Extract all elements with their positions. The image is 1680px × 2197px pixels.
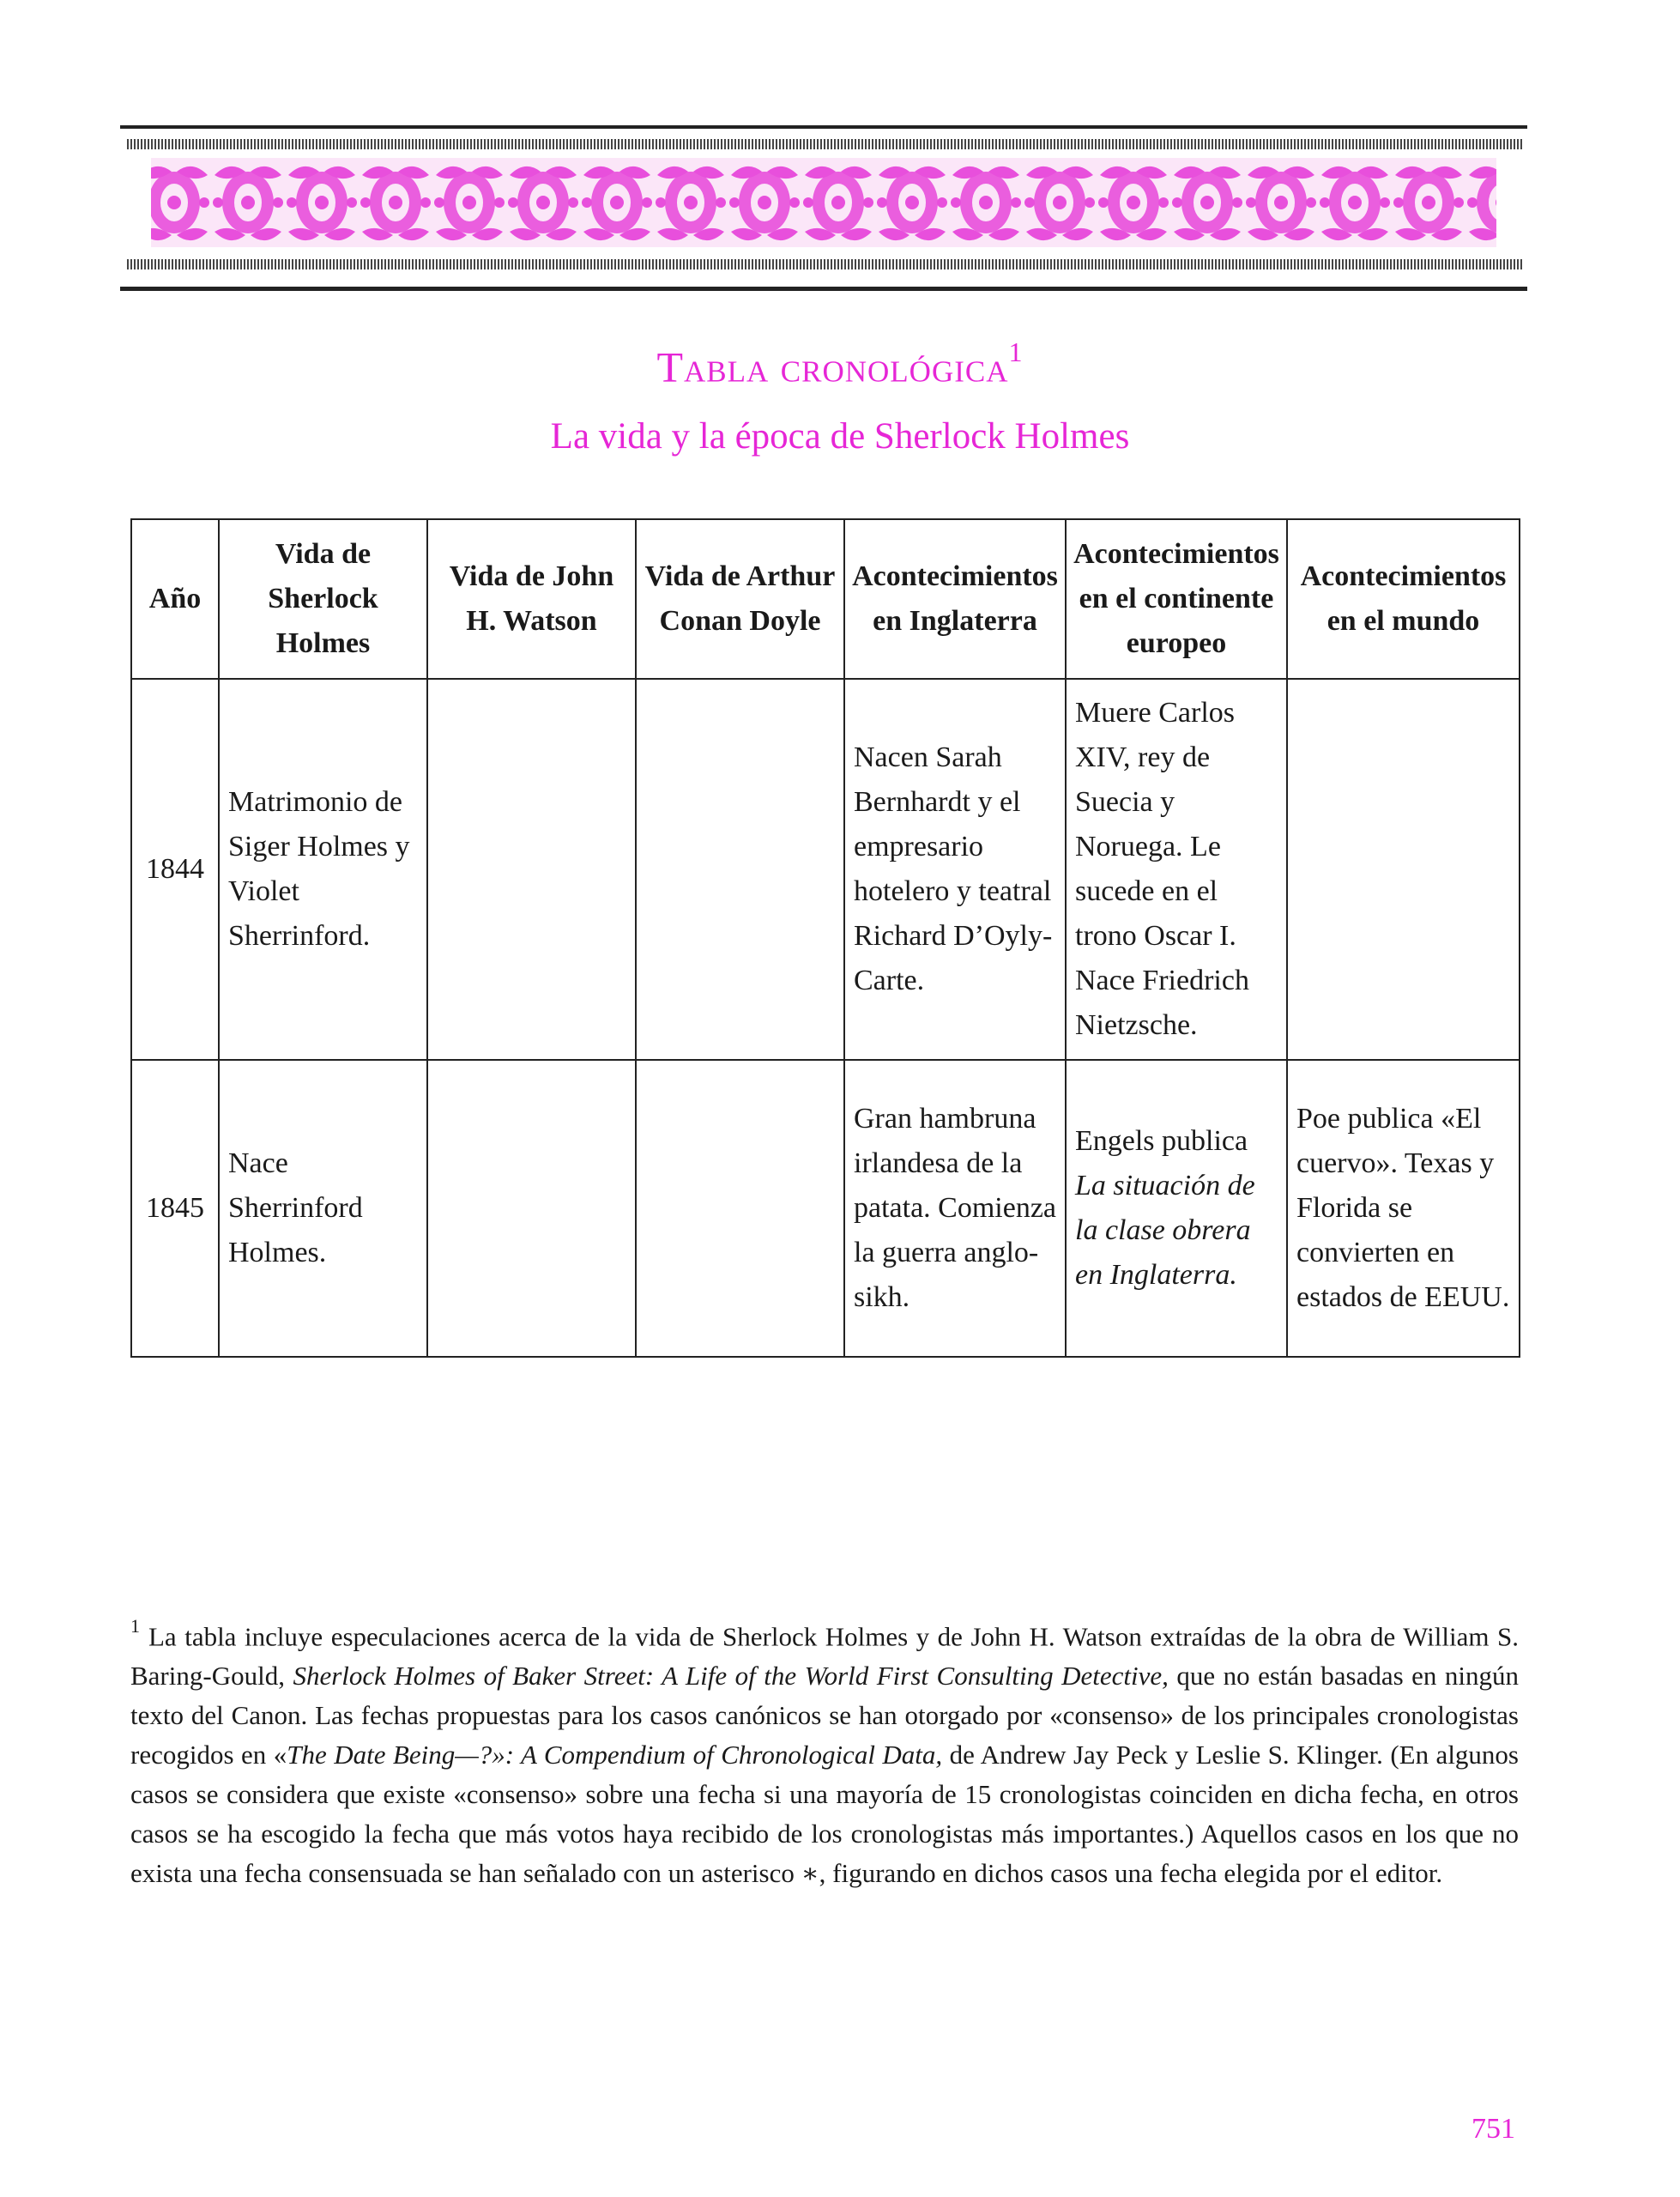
- cell-world: [1287, 679, 1520, 1060]
- column-header-year: Año: [131, 519, 219, 679]
- column-header-holmes: Vida de Sherlock Holmes: [219, 519, 427, 679]
- footnote-work-title: Sherlock Holmes of Baker Street: A Life of the World First Consulting Detective,: [293, 1661, 1169, 1692]
- cell-england: Nacen Sarah Bernhardt y el empresario hotelero y teatral Richard D’Oyly-Carte.: [844, 679, 1066, 1060]
- table-header-row: [131, 519, 1520, 679]
- footnote-text: que no están basadas en ningún texto del Canon. Las fechas propuestas para los casos canónicos se han otorgado por «consenso» de los principales cronologistas recogidos en «: [130, 1661, 1519, 1770]
- column-header-europe: Acontecimientos en el continente europeo: [1066, 519, 1287, 679]
- europe-work-title: La situación de la clase obrera en Inglaterra.: [1075, 1170, 1255, 1291]
- footnote-text: de Andrew Jay Peck y Leslie S. Klinger. (En algunos casos se considera que existe «consenso» sobre una fecha si una mayoría de 15 cronologistas coinciden en dicha fecha, en otros casos se ha escogido la fecha que más votos haya recibido de los cronologistas más importantes.) Aquellos casos en los que no exista una fecha consensuada se han señalado con un asterisco ∗, figurando en dichos casos una fecha elegida por el editor.: [130, 1740, 1519, 1889]
- cell-world: Poe publica «El cuervo». Texas y Florida se convierten en estados de EEUU.: [1287, 1060, 1520, 1357]
- cell-europe: [1066, 1060, 1287, 1357]
- table-row: [131, 1060, 1520, 1357]
- footnote-work-title: The Date Being—?»: A Compendium of Chronological Data,: [287, 1740, 943, 1770]
- table-row: [131, 679, 1520, 1060]
- decorative-floral-border-icon: [120, 124, 1527, 295]
- europe-text: Engels publica: [1075, 1125, 1248, 1157]
- footnote-text: La tabla incluye especulaciones acerca de la vida de Sherlock Holmes y de John H. Watson extraídas de la obra de William S. Baring-Gould,: [130, 1621, 1519, 1692]
- column-header-england: Acontecimientos en Inglaterra: [844, 519, 1066, 679]
- cell-europe: Muere Carlos XIV, rey de Suecia y Noruega. Le sucede en el trono Oscar I. Nace Friedrich Nietzsche.: [1066, 679, 1287, 1060]
- cell-watson: [427, 679, 636, 1060]
- cell-year: 1844: [131, 679, 219, 1060]
- page-title: [0, 336, 1680, 392]
- column-header-watson: Vida de John H. Watson: [427, 519, 636, 679]
- page-title-text: Tabla cronológica: [656, 342, 1009, 391]
- chronology-table: [130, 518, 1520, 1358]
- cell-holmes: Nace Sherrinford Holmes.: [219, 1060, 427, 1357]
- footnote: [130, 1610, 1519, 1893]
- cell-doyle: [636, 1060, 844, 1357]
- cell-doyle: [636, 679, 844, 1060]
- page-number: 751: [1472, 2113, 1515, 2145]
- cell-holmes: Matrimonio de Siger Holmes y Violet Sherrinford.: [219, 679, 427, 1060]
- cell-england: Gran hambruna irlandesa de la patata. Comienza la guerra anglo-sikh.: [844, 1060, 1066, 1357]
- cell-year: 1845: [131, 1060, 219, 1357]
- cell-watson: [427, 1060, 636, 1357]
- page-subtitle: La vida y la época de Sherlock Holmes: [550, 416, 1130, 457]
- footnote-ref[interactable]: 1: [1008, 336, 1024, 367]
- footnote-marker: 1: [130, 1615, 140, 1637]
- column-header-doyle: Vida de Arthur Conan Doyle: [636, 519, 844, 679]
- column-header-world: Acontecimientos en el mundo: [1287, 519, 1520, 679]
